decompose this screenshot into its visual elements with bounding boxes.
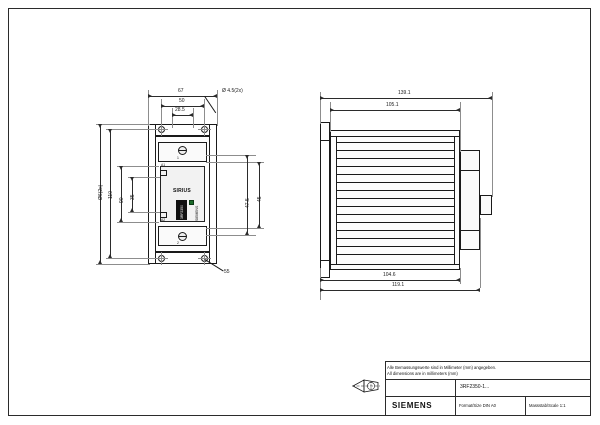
dimtext-height-small: 35 <box>130 194 136 200</box>
heatsink-fin <box>336 190 454 191</box>
flange-notch-top <box>320 140 330 141</box>
dimtext-depth-lower-a: 104.6 <box>383 272 396 278</box>
ext-line-right-bottom-a <box>206 235 256 236</box>
format-label: Format/Size DIN A0 <box>459 403 497 408</box>
dimline-depth-secondary <box>330 110 460 111</box>
ext-side-right-lower-a <box>460 268 461 284</box>
dimtext-width-inner: 28.5 <box>175 107 185 113</box>
ext-line-inner-bottom <box>117 222 159 223</box>
fin-envelope-left <box>336 136 337 264</box>
dimarrow-right-a-top <box>245 155 249 159</box>
dimarrow-height-small-bottom <box>130 208 134 212</box>
heatsink-fin <box>336 166 454 167</box>
dimarrow-height-mounting-bottom <box>108 254 112 258</box>
heatsink-fin <box>336 246 454 247</box>
heatsink-fin <box>336 214 454 215</box>
dimtext-width-overall: 67 <box>178 88 184 94</box>
terminal-screw-slot-bottom <box>179 236 186 237</box>
heatsink-fin <box>336 230 454 231</box>
dimtext-width-mounting: 50 <box>179 98 185 104</box>
ext-line-inner-left <box>172 108 173 128</box>
sheet-frame <box>8 8 591 416</box>
dimarrow-width-overall-right <box>213 94 217 98</box>
dimline-depth-lower-b <box>320 290 480 291</box>
ext-line-bottom-mount <box>106 258 158 259</box>
dimarrow-height-small-top <box>130 177 134 181</box>
dimarrow-height-inner-bottom <box>119 218 123 222</box>
terminal-mark-a1: A1 <box>161 163 166 167</box>
dimtext-height-inner: 90 <box>119 197 125 203</box>
heatsink-fin <box>336 254 454 255</box>
heatsink-fin <box>336 222 454 223</box>
ext-line-small-bottom <box>128 212 160 213</box>
titleblock-col-rule-2 <box>525 396 526 416</box>
ext-side-right-secondary <box>460 102 461 152</box>
rating-plate-text: 3RF2350 <box>180 205 184 219</box>
side-terminal-line-2 <box>460 230 480 231</box>
dimarrow-right-a-bottom <box>245 231 249 235</box>
dimtext-height-right-b: 45 <box>257 196 263 202</box>
brand-label-sirius: SIRIUS <box>173 188 191 194</box>
ext-side-right-overall <box>492 92 493 197</box>
aux-terminal-left <box>160 170 167 176</box>
dimarrow-width-mounting-left <box>161 104 165 108</box>
dimarrow-height-mounting-top <box>108 129 112 133</box>
dimarrow-depth-overall-right <box>488 96 492 100</box>
terminal-screw-slot-top <box>179 150 186 151</box>
fin-envelope-right <box>454 136 455 264</box>
ext-side-left-secondary <box>330 102 331 132</box>
dimarrow-width-mounting-right <box>200 104 204 108</box>
heatsink-fin <box>336 158 454 159</box>
dimarrow-lower-a-left <box>320 278 324 282</box>
drawing-number: 3RF2350-1... <box>460 384 490 390</box>
side-heatsink-body <box>330 130 460 270</box>
dimtext-hole-top: Ø 4.5(2x) <box>222 88 243 94</box>
dimarrow-height-inner-top <box>119 166 123 170</box>
dimarrow-depth-secondary-right <box>456 108 460 112</box>
dimarrow-height-overall-top <box>98 124 102 128</box>
ext-line-bottom-body <box>96 264 150 265</box>
dimtext-depth-secondary: 105.1 <box>386 102 399 108</box>
ext-line-inner-top <box>117 166 159 167</box>
note-text-de: Alle Bemassungswerte sind in Millimeter (mm) angegeben. <box>387 365 497 370</box>
ext-line-inner-right <box>193 108 194 128</box>
dimarrow-width-inner-right <box>189 113 193 117</box>
heatsink-fin <box>336 142 454 143</box>
note-text-en: All dimensions are in millimeters (mm) <box>387 371 458 376</box>
heatsink-fin <box>336 150 454 151</box>
side-terminal-nose <box>480 195 492 215</box>
side-mounting-flange <box>320 122 330 278</box>
dimline-height-right-a <box>247 155 248 235</box>
side-print-text: SIEMENS <box>195 205 199 221</box>
ext-line-top-mount <box>106 129 158 130</box>
dimtext-height-right-a: 47.5 <box>245 198 251 208</box>
dimline-height-right-b <box>259 162 260 228</box>
ext-line-top-body <box>96 124 150 125</box>
side-terminal-line-1 <box>460 170 480 171</box>
dimarrow-width-overall-left <box>148 94 152 98</box>
projection-symbol-svg <box>352 378 380 394</box>
scale-label: Massstab/Scale 1:1 <box>529 403 566 408</box>
projection-symbol-icon <box>352 378 380 399</box>
dimarrow-depth-secondary-left <box>330 108 334 112</box>
dimline-depth-lower-a <box>320 280 460 281</box>
titleblock-left-rule <box>385 361 386 416</box>
terminal-mark-a2: A2 <box>161 218 166 222</box>
ext-line-right-body <box>217 90 218 126</box>
dimline-height-inner <box>121 166 122 222</box>
heatsink-fin <box>336 206 454 207</box>
dimarrow-depth-overall-left <box>320 96 324 100</box>
hole-crosshair-v-3 <box>161 252 162 265</box>
side-terminal-housing <box>460 150 480 250</box>
flange-notch-bottom <box>320 260 330 261</box>
ext-line-right-mount <box>204 99 205 127</box>
dimarrow-right-b-top <box>257 162 261 166</box>
titleblock-mid-rule <box>385 379 591 380</box>
terminal-mark-2: 2 <box>177 241 179 245</box>
titleblock-top-rule <box>385 361 591 362</box>
terminal-mark-1: 1 <box>177 156 179 160</box>
heatsink-fin <box>336 238 454 239</box>
siemens-logo: SIEMENS <box>392 401 433 410</box>
dimline-width-overall <box>148 96 217 97</box>
dimarrow-width-inner-left <box>172 113 176 117</box>
dimarrow-lower-b-right <box>476 288 480 292</box>
dimtext-height-overall: Ø6(2x) <box>98 184 104 200</box>
ext-line-right-bottom-b <box>206 228 264 229</box>
dimarrow-right-b-bottom <box>257 224 261 228</box>
dimtext-depth-overall: 139.1 <box>398 90 411 96</box>
dimarrow-height-overall-bottom <box>98 260 102 264</box>
side-top-edge <box>330 136 460 137</box>
dimarrow-lower-a-right <box>456 278 460 282</box>
ext-side-right-lower-b <box>480 218 481 288</box>
dimarrow-lower-b-left <box>320 288 324 292</box>
dimtext-hole-bottom: 55 <box>224 269 230 275</box>
side-bottom-edge <box>330 264 460 265</box>
status-led <box>189 200 194 205</box>
titleblock-number-sep <box>455 379 456 396</box>
heatsink-fin <box>336 174 454 175</box>
heatsink-fin <box>336 198 454 199</box>
titleblock-col-rule <box>455 396 456 416</box>
dimline-depth-overall <box>320 98 492 99</box>
dimtext-depth-lower-b: 119.1 <box>392 282 405 288</box>
heatsink-fin <box>336 182 454 183</box>
ext-line-right-top-b <box>206 162 264 163</box>
ext-side-left-lower <box>320 268 321 300</box>
titleblock-row-rule <box>385 396 591 397</box>
dimtext-height-mounting: 110 <box>108 191 114 199</box>
